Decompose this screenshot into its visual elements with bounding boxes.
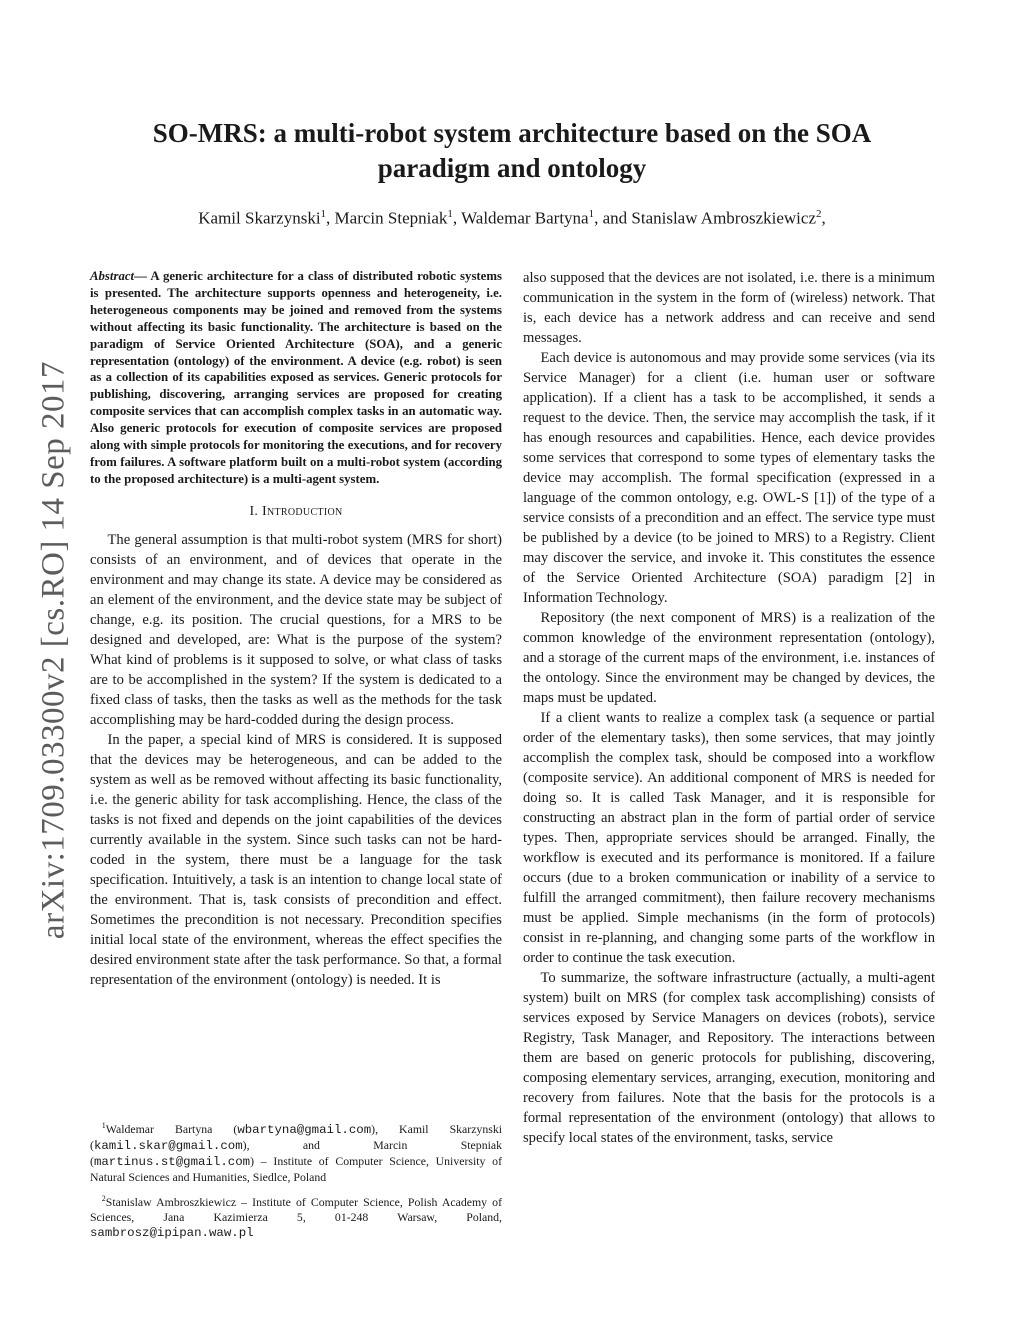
footnote-affiliation-1: $^1$Waldemar Bartyna (wbartyna@gmail.com), Kamil Skarzynski (kamil.skar@gmail.com), and Marcin Stepniak (martinus.st@gmail.com) – Institute of Computer Science, University of Natural Sciences and Humanities, Siedlce, Poland [90,1121,502,1184]
author-name: Kamil Skarzynski [198,208,321,228]
email-link[interactable]: sambrosz@ipipan.waw.pl [90,1225,254,1240]
body-paragraph: To summarize, the software infrastructure (actually, a multi-agent system) built on MRS (for complex task accomplishing) consists of services exposed by Service Managers on devices (robots), service Registry, Task Manager, and Repository. The interactions between them are based on generic protocols for publishing, discovering, composing elementary services, arranging, execution, monitoring and recovery from failures. Note that the basis for the protocols is a formal representation of the environment (ontology) that allows to specify local states of the environment, tasks, service [523,970,935,1146]
left-column [90,268,502,990]
footnote-affiliation-2: $^2$Stanislaw Ambroszkiewicz – Institute of Computer Science, Polish Academy of Sciences, Jana Kazimierza 5, 01-248 Warsaw, Poland, sambrosz@ipipan.waw.pl [90,1193,502,1240]
right-column [523,268,935,1148]
email-link[interactable]: wbartyna@gmail.com [237,1122,372,1137]
arxiv-identifier-stamp: arXiv:1709.03300v2 [cs.RO] 14 Sep 2017 [35,360,72,940]
email-link[interactable]: martinus.st@gmail.com [93,1154,251,1169]
paper-title: SO-MRS: a multi-robot system architecture based on the SOA paradigm and ontology [152,118,872,183]
email-link[interactable]: kamil.skar@gmail.com [93,1138,243,1153]
body-paragraph: also supposed that the devices are not isolated, i.e. there is a minimum communication in the system in the form of (wireless) network. That is, each device has a network address and can receive and send messages. [523,270,935,346]
author-name: and Stanislaw Ambroszkiewicz [602,208,816,228]
body-paragraph: If a client wants to realize a complex task (a sequence or partial order of the elementary tasks), then some services, that may jointly accomplish the complex task, should be composed into a workflow (composite service). An additional component of MRS is needed for doing so. It is called Task Manager, and it is responsible for constructing an abstract plan in the form of partial order of service types. Then, appropriate services should be arranged. Finally, the workflow is executed and its performance is monitored. If a failure occurs (due to a broken communication or inability of a service to fulfill the arranged commitment), then failure recovery mechanisms must be applied. Simple mechanisms (in the form of protocols) consist in re-planning, and changing some parts of the workflow in order to continue the task execution. [523,710,935,966]
body-paragraph: The general assumption is that multi-robot system (MRS for short) consists of an environment, and of devices that operate in the environment and may change its state. A device may be considered as an element of the environment, and the device state may be subject of change, e.g. its position. The crucial questions, for a MRS to be designed and developed, are: What is the purpose of the system? What kind of problems is it supposed to solve, or what class of tasks are to be accomplished in the system? If the system is dedicated to a fixed class of tasks, then the tasks as well as the methods for the task accomplishing may be hard-codded during the design process. [90,531,502,728]
body-paragraph: Repository (the next component of MRS) is a realization of the common knowledge of the environment representation (ontology), and a storage of the current maps of the environment, i.e. instances of the ontology. Since the environment may be changed by devices, the maps must be updated. [523,610,935,706]
author-name: Waldemar Bartyna [461,208,589,228]
body-paragraph: In the paper, a special kind of MRS is considered. It is supposed that the devices may be heterogeneous, and can be added to the system as well as be removed without affecting its basic functionality, i.e. the generic ability for task accomplishing. Hence, the class of the tasks is not fixed and depends on the joint capabilities of the devices currently available in the system. Since such tasks can not be hard-coded in the system, there must be a language for the task specification. Intuitively, a task is an intention to change local state of the environment. That is, task consists of precondition and effect. Sometimes the precondition is not necessary. Precondition specifies initial local state of the environment, whereas the effect specifies the desired environment state after the task performance. So that, a formal representation of the environment (ontology) is needed. It is [90,731,502,988]
abstract-text: A generic architecture for a class of distributed robotic systems is presented. The architecture supports openness and heterogeneity, i.e. heterogeneous components may be joined and removed from the systems without affecting its basic functionality. The architecture is based on the paradigm of Service Oriented Architecture (SOA), and a generic representation (ontology) of the environment. A device (e.g. robot) is seen as a collection of its capabilities exposed as services. Generic protocols for publishing, discovering, arranging services are proposed for creating composite services that can accomplish complex tasks in an automatic way. Also generic protocols for execution of composite services are proposed along with simple protocols for monitoring the executions, and for recovery from failures. A software platform built on a multi-robot system (according to the proposed architecture) is a multi-agent system. [90,269,503,486]
author-name: Marcin Stepniak [334,208,448,228]
author-list: Kamil Skarzynski$^1$, Marcin Stepniak$^1$, Waldemar Bartyna$^1$, and Stanislaw Ambroszkiewicz$^2$, [198,208,826,228]
abstract: Abstract— A generic architecture for a class of distributed robotic systems is presented. The architecture supports openness and heterogeneity, i.e. heterogeneous components may be joined and removed from the systems without affecting its basic functionality. The architecture is based on the paradigm of Service Oriented Architecture (SOA), and a generic representation (ontology) of the environment. A device (e.g. robot) is seen as a collection of its capabilities exposed as services. Generic protocols for publishing, discovering, arranging services are proposed for creating composite services that can accomplish complex tasks in an automatic way. Also generic protocols for execution of composite services are proposed along with simple protocols for monitoring the executions, and for recovery from failures. A software platform built on a multi-robot system (according to the proposed architecture) is a multi-agent system. [90,269,503,486]
footnotes [90,1118,502,1247]
abstract-label: Abstract [90,269,135,283]
section-heading-introduction: I. Introduction [249,503,343,519]
body-paragraph: Each device is autonomous and may provide some services (via its Service Manager) for a client (i.e. human user or software application). If a client has a task to be accomplished, it sends a request to the device. Then, the service may accomplish the task, if it has enough resources and capabilities. Hence, each device provides some services that correspond to some types of elementary tasks the device may accomplish. The formal specification (expressed in a language of the common ontology, e.g. OWL-S [1]) of the type of a service consists of a precondition and an effect. The service type must be published by a device (to be joined to MRS) to a Registry. Client may discover the service, and invoke it. This constitutes the essence of the Service Oriented Architecture (SOA) paradigm [2] in Information Technology. [523,350,935,606]
